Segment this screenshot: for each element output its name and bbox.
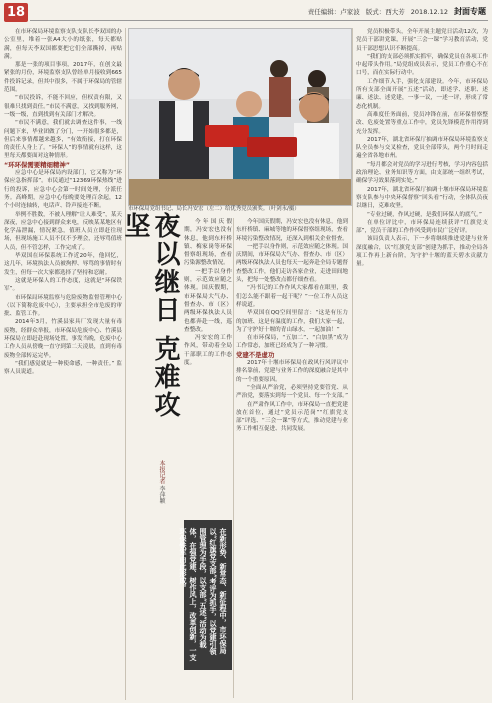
paragraph: 工作细节入手，强化支部建设。今年，市环保局所有支部全面开展“五述”活动，即述学、述职、述廉、述法、述党建，一事一议，一述一评，形成了常态化机制。: [356, 78, 488, 110]
section-subhead: 党建不是虚功: [236, 350, 275, 359]
paragraph: 高难度任务面前，党员冲锋在前，在环保督察整改、危废处置等重点工作中，党员先锋模范作用得到充分发挥。: [356, 111, 488, 135]
paragraph: 2017年，湖北省环保厅抽调十堰市环保局环境监察支队参与中央环保督察“回头看”行动，全体队员夜以继日，克难攻坚。: [356, 186, 488, 210]
paragraph: 在市环保局，“五加二”、“白加黑”成为工作常态，加班已经成为了一种习惯。: [236, 335, 348, 350]
section-subhead: “环环保需要精细精神”: [4, 160, 70, 169]
paragraph: “全面从严治党，必须坚持党要管党、从严治党，要落实到每一个党员、每一个支部。”: [236, 384, 348, 400]
column-divider: [352, 28, 353, 700]
byline-label: 本报记者: [158, 460, 165, 484]
byline-name: 李萍颖: [158, 485, 165, 504]
page-number: 18: [4, 3, 28, 22]
paragraph: “冯书记的工作作风大家都看在眼里，我们怎么能不跟着一起干呢？”一位工作人员这样说道。: [236, 285, 348, 308]
paragraph: 2017年，湖北省环保厅抽调市环保局环境监察支队全员参与交叉检查，党员全部带头，两个月时间走遍全省各地市州。: [356, 136, 488, 160]
paragraph: 市环保局环境监察与危险废物监督管理中心（以下简称危废中心），主要承担全市危废的审批、监管工作。: [4, 294, 122, 318]
paragraph: 党员积极带头，全年开展主题党日活动12次，为党员干部讲党课，开展“三会一课”学习教育活动，党员干部思想认识不断提高。: [356, 29, 488, 52]
paragraph: 今年国庆假期，冯安宏也没有休息，他到东杆桥镇、梅家岗等环保督察组现场，查看污染源整改情况。: [184, 219, 232, 267]
header-meta: [308, 6, 486, 17]
paragraph: 那是一张的项目事项，2017年，在创文最紧张的月份，环境监察支队曾经单月接收到665件投诉记录，但其中很多，不属于环保局的管辖范围。: [4, 62, 122, 94]
paragraph: 在严肃作风工作中，市环保局一直把党建放在首位，通过“党员示范岗”“红旗党支部”评选、“三会一课”等方式，推动党建与业务工作相互促进、共同发展。: [236, 401, 348, 433]
page-header: [0, 0, 492, 24]
pull-quote-box: 在新形势、新常态、新征程中，市环保局以“红旗党支部”考评为抓手，以党建引领围管理为手段，以支部“五述”活动为载体，在强党建、树作风上，改革创新，一支环保铁军由此形成。: [184, 520, 232, 670]
paragraph: 毕双国在QQ空间里留言：“这是有压力的加班、这是有温度的工作，我们大家一起，为了守护好十堰的青山绿水，一起加油！”: [236, 310, 348, 333]
photo-caption: 市环保局党组书记、局长冯安宏（左二）给优秀党员颁奖。（叶剑永/摄）: [128, 206, 300, 212]
paragraph: 毕双国在环保系统工作近20年，他回忆，这几年，环境执法人员被拘押、辱骂的事情时有发生，但每一次大家都选择了坚持和忍耐。: [4, 253, 122, 276]
paragraph: 2017年十堰市环保局在政风行风评议中排名靠前，党建与业务工作的深度融合是其中的一个重要原因。: [236, 360, 348, 383]
paragraph: 这就是环保人的工作态度，这就是“环保铁军”。: [4, 277, 122, 293]
column-divider: [233, 218, 234, 698]
paragraph: “我们感觉就是一种使命感，一种责任。” 监察人员说道。: [4, 360, 122, 376]
paragraph: 一把手以身作则，示范效应随之体现。国庆期间，市环保局大气办、督查办、市（区）两级环保执法人员也每天一起奔赴全局专题督查整改工作，他们走访各家企业，走进田间地头，把每一处整改点都仔细查看。: [236, 243, 348, 284]
article-column-4: [356, 28, 488, 700]
paragraph: 2014年3月，竹溪县家具厂发现大量有毒废物，经群众举报，市环保局危废中心、竹溪县环保局立即赶赴现场处置。事发当晚，危废中心工作人员从傍晚一直守到第二天凌晨，直到有毒废物全部转运完毕。: [4, 319, 122, 359]
paragraph: 冯安宏的工作作风，带动着全局干部职工的工作态度。: [184, 335, 232, 367]
byline: [146, 460, 166, 520]
award-photo: [128, 28, 352, 206]
paragraph: “我们的支部必须抓实抓牢，确保党员在各项工作中起带头作用。”局党组成员表示，党员工作重心不在口号，而在实际行动中。: [356, 53, 488, 77]
paragraph: 该局负责人表示，下一步将继续推进党建与业务深度融合，以“红旗党支部”创建为抓手，推动全局各项工作再上新台阶，为守护十堰的蓝天碧水贡献力量。: [356, 236, 488, 268]
designer-credit: 版式：西大芳: [365, 8, 405, 16]
paragraph: “每月都会对党员的学习进行考核，学习内容包括政治理论、业务知识等方面，由支部统一组织考试，确保学习效果落到实处。”: [356, 161, 488, 185]
paragraph: 应急中心是环保局内设部门，它又称为“环保应急指挥部”。市民通过“12369环保热线”进行的投诉，应急中心会第一时间处理，分派任务。高峰期，应急中心每晚要处理百余起，12个小时连轴转，电话声、铃声接连不断。: [4, 170, 122, 210]
issue-date: 2018.12.12: [410, 7, 448, 16]
article-headline: 夜以继日 克难攻坚: [120, 212, 180, 420]
paragraph: 在市环保局环境监察支队支队长李双国的办公室里，堆着一张A4大小的纸张，每天都贴满，但每天李双国都要把它们全部撕掉，再贴满。: [4, 29, 122, 60]
column-divider: [125, 28, 126, 700]
section-name: 封面专题: [454, 7, 486, 16]
article-column-1: [4, 28, 122, 700]
paragraph: 今年国庆假期，冯安宏也没有休息，他到东杆桥镇、麻城等地的环保督察组现场，查看环境污染整改情况，还深入到相关企业督查。: [236, 219, 348, 242]
paragraph: “市民投诉，不能不回应，但权责有限，又很难只找到责任。”市民不满意，又找到服务网，一级一级，直到找到有关部门才解决。: [4, 95, 122, 118]
article-column-3: [236, 218, 348, 698]
paragraph: “专业过硬，作风过硬，是我们环保人的底气。”: [367, 211, 482, 218]
paragraph: “市民不满意，我们就去调查这件事，一线问题下来，毕业团做了分门，一开始很多都是，但后来事情都越来越多，“有效衔接，打在环保的责任人身上了。“环保人”的事情就有这样，这里每天都要面对这种情形。: [4, 120, 122, 160]
award-ceremony-image: [129, 29, 351, 205]
paragraph: 在单位评比中，市环保局连续获评“红旗党支部”，党员干部的工作作风受到市民广泛好评。: [356, 219, 488, 235]
article-column-mid: [184, 218, 232, 514]
editor-credit: 责任编辑：卢家波: [307, 8, 360, 16]
header-divider: [30, 20, 488, 21]
paragraph: 举例不胜数，不被人理解“让人难受”，某天深夜，应急中心接到群众来电，反映某某地区有化学品泄漏，情况紧急，值班人员立即赶往现场，但现场施工人员不仅不予理会，还辱骂值班人员，但不管怎样，工作完成了。: [4, 211, 122, 251]
paragraph: 一把手以身作则，示范效应随之体现。国庆假期，市环保局大气办、督查办、市（区）两级环保执法人员也都奔赴一线，巡查整改。: [184, 268, 232, 333]
